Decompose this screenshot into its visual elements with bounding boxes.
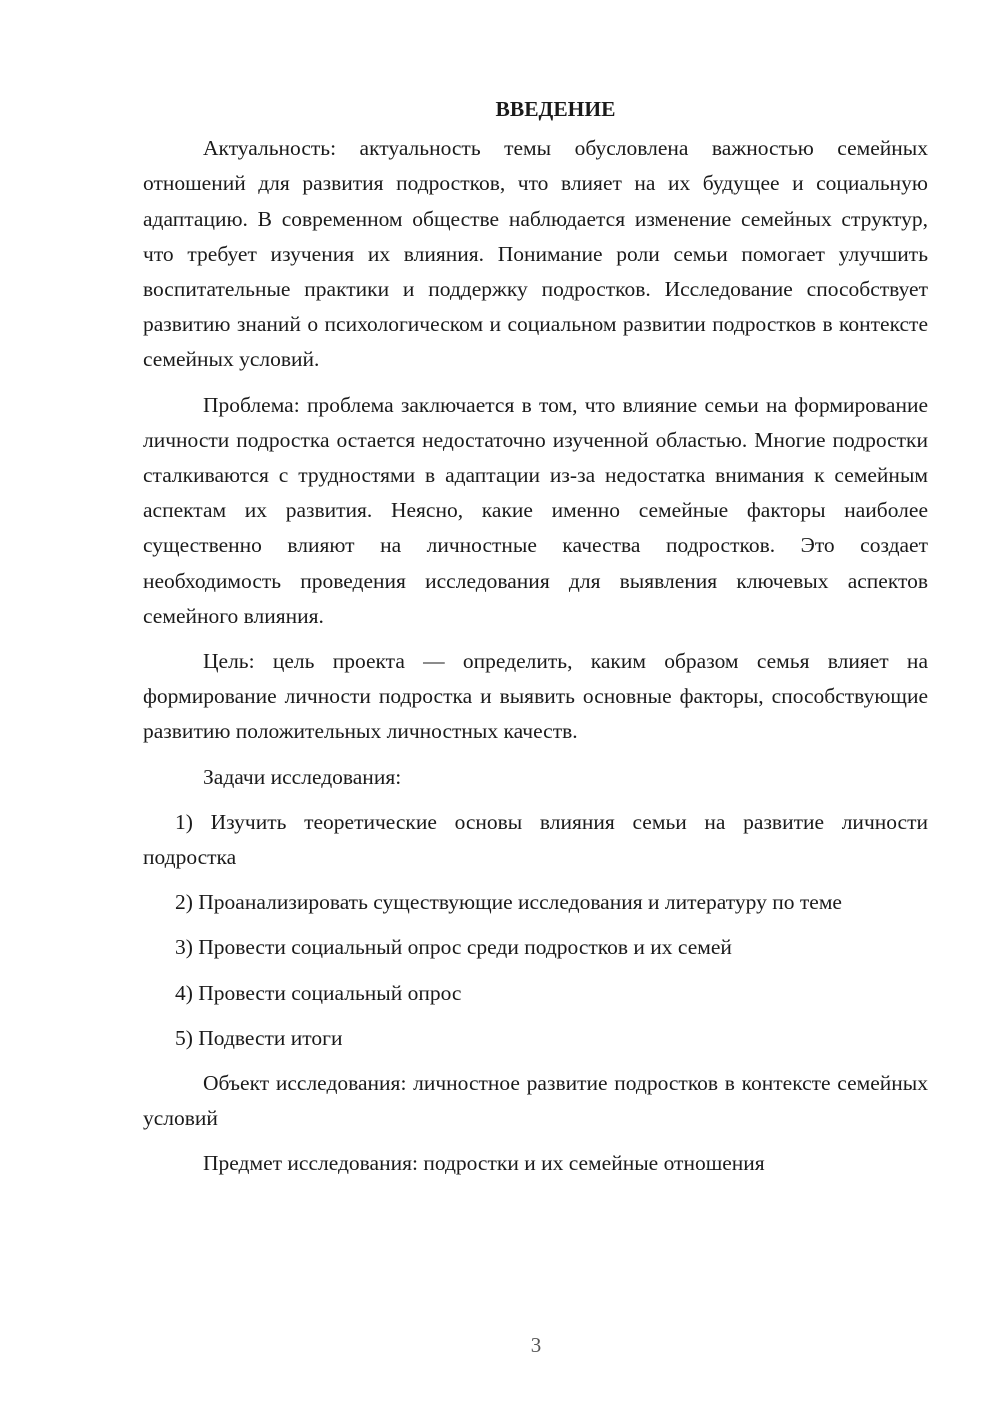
relevance-paragraph: Актуальность: актуальность темы обусловлена важностью семейных отношений для развития подростков, что влияет на их будущее и социальную адаптацию. В современном обществе наблюдается изменение семейных структур, что требует изучения их влияния. Понимание роли семьи помогает улучшить воспитательные практики и поддержку подростков. Исследование способствует развитию знаний о психологическом и социальном развитии подростков в контексте семейных условий. [143,136,928,372]
task-item: 1) Изучить теоретические основы влияния семьи на развитие личности подростка [143,809,928,870]
page-title: ВВЕДЕНИЕ [495,97,616,121]
tasks-heading: Задачи исследования: [203,764,402,789]
problem-paragraph: Проблема: проблема заключается в том, что влияние семьи на формирование личности подростка остается недостаточно изученной областью. Многие подростки сталкиваются с трудностями в адаптации из-за недостатка внимания к семейным аспектам их развития. Неясно, какие именно семейные факторы наиболее существенно влияют на личностные качества подростков. Это создает необходимость проведения исследования для выявления ключевых аспектов семейного влияния. [143,392,928,628]
subject-paragraph: Предмет исследования: подростки и их семейные отношения [203,1151,765,1176]
page-number: 3 [530,1333,542,1357]
task-item: 3) Провести социальный опрос среди подростков и их семей [175,935,732,960]
task-item: 5) Подвести итоги [175,1025,343,1050]
goal-paragraph: Цель: цель проекта — определить, каким образом семья влияет на формирование личности подростка и выявить основные факторы, способствующие развитию положительных личностных качеств. [143,649,928,744]
object-paragraph: Объект исследования: личностное развитие подростков в контексте семейных условий [143,1071,928,1131]
page-content [143,92,928,1182]
task-item: 4) Провести социальный опрос [175,980,462,1005]
task-item: 2) Проанализировать существующие исследования и литературу по теме [175,890,842,915]
